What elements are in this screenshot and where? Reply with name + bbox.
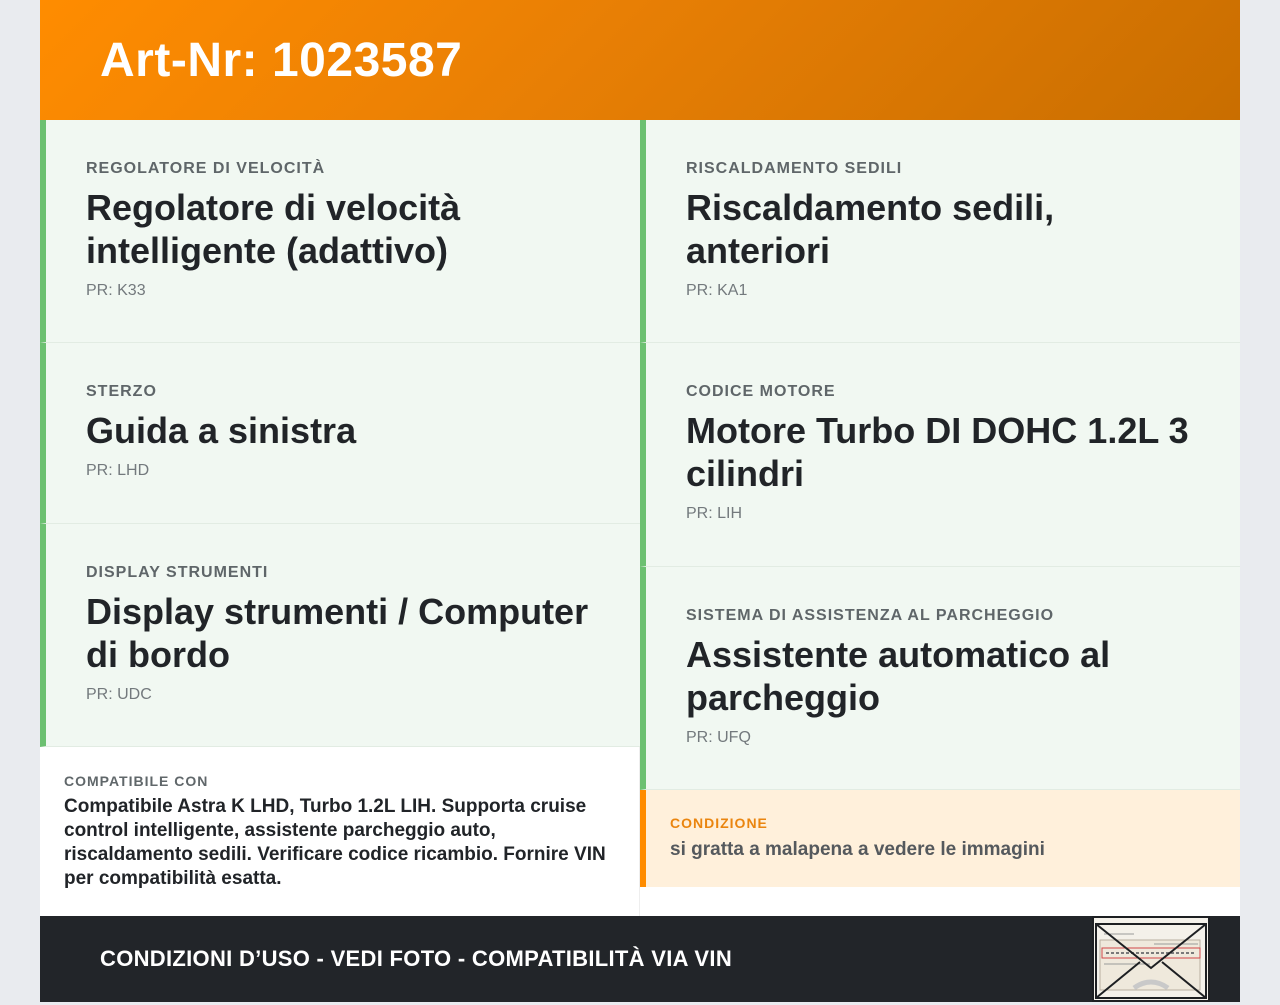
footer-legal-text: CONDIZIONI D’USO - VEDI FOTO - COMPATIBILITÀ VIA VIN [100,946,733,971]
feature-title: Assistente automatico al parcheggio [686,634,1111,718]
feature-title: Regolatore di velocità intelligente (adattivo) [86,187,461,271]
compatibility-label: COMPATIBILE CON [64,773,209,789]
feature-pr-code: PR: UFQ [686,729,751,746]
feature-category: RISCALDAMENTO SEDILI [686,160,903,177]
feature-card-instrument-display [40,524,640,747]
feature-title: Motore Turbo DI DOHC 1.2L 3 cilindri [686,410,1189,494]
feature-card-cruise-control [40,120,640,343]
footer [40,916,1240,1002]
page [40,0,1240,1002]
feature-pr-code: PR: UDC [86,686,152,703]
feature-category: REGOLATORE DI VELOCITÀ [86,160,326,177]
feature-category: CODICE MOTORE [686,383,836,400]
feature-pr-code: PR: K33 [86,282,146,299]
feature-category: SISTEMA DI ASSISTENZA AL PARCHEGGIO [686,607,1055,624]
condition-label: CONDIZIONE [670,815,768,831]
feature-category: DISPLAY STRUMENTI [86,564,269,581]
feature-card-engine-code [640,343,1240,567]
feature-card-seat-heating [640,120,1240,343]
feature-pr-code: PR: KA1 [686,282,748,299]
feature-grid [40,120,1240,917]
feature-title: Guida a sinistra [86,410,357,451]
page-title: Art-Nr: 1023587 [100,33,463,87]
compatibility-section [40,747,640,917]
feature-card-park-assist [640,567,1240,790]
condition-text: si gratta a malapena a vedere le immagini [670,839,1045,860]
left-column [40,120,640,917]
header [40,0,1240,120]
condition-section [640,790,1240,887]
right-column [640,120,1240,917]
feature-pr-code: PR: LHD [86,462,150,479]
part-label-thumbnail[interactable] [1092,916,1210,1002]
photo-thumbnail-icon [1094,918,1208,1000]
feature-pr-code: PR: LIH [686,505,743,522]
feature-title: Riscaldamento sedili, anteriori [686,187,1055,271]
feature-card-steering [40,343,640,524]
feature-title: Display strumenti / Computer di bordo [86,591,589,675]
compatibility-text: Compatibile Astra K LHD, Turbo 1.2L LIH. Supporta cruise control intelligente, assistente parcheggio auto, riscaldamento sedili. Verificare codice ricambio. Fornire VIN per compatibilità esatta. [64,796,606,889]
feature-category: STERZO [86,383,157,400]
